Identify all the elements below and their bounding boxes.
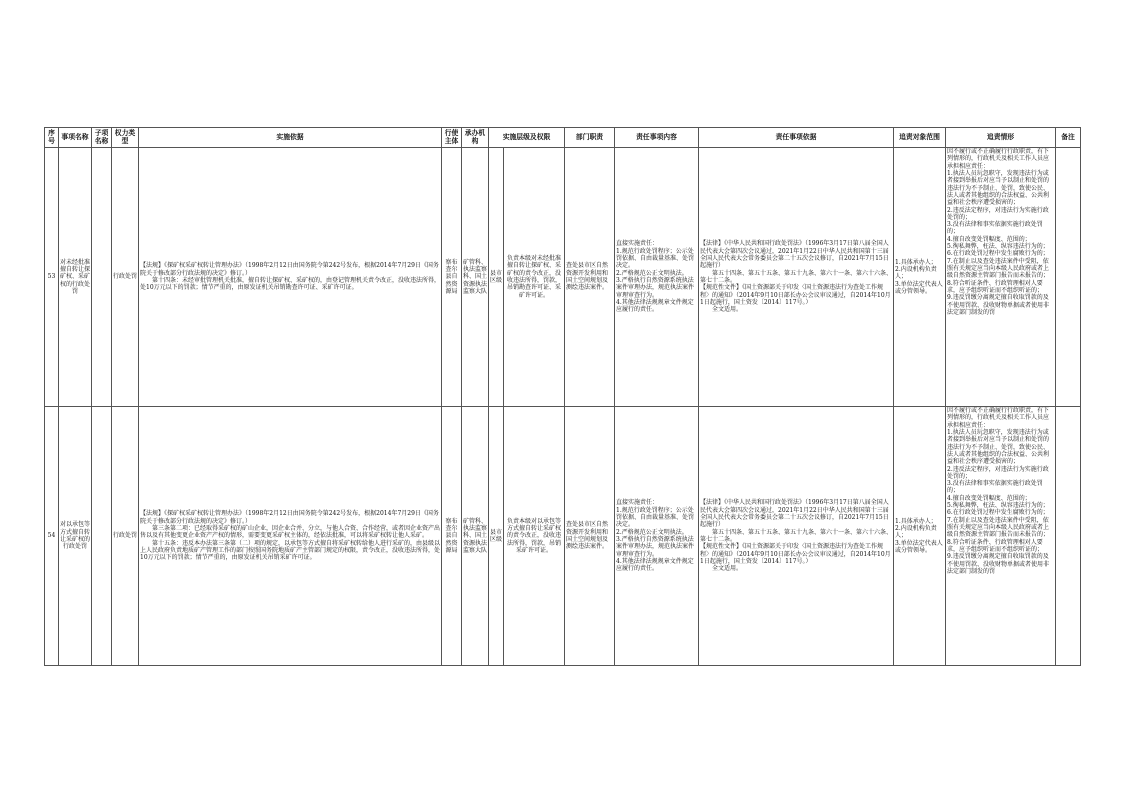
header-subject: 行使主体 [442,128,462,148]
row-item-name: 对以承包等方式擅自转让采矿权的行政处罚 [59,407,92,666]
row-note [1056,407,1081,666]
row-resp-content [615,407,699,666]
situation-line: 5.徇私舞弊，枉法、纵容违法行为的； [947,502,1049,510]
row-item-name: 对未经批准擅自转让探矿权、采矿权的行政处罚 [59,148,92,407]
header-no: 序号 [45,128,59,148]
basis-line: 【法规】《探矿权采矿权转让管理办法》（1998年2月12日由国务院令第242号发布，根据2014年7月29日《国务院关于修改部分行政法规的决定》修订。） [140,510,439,525]
resp-basis-line: 第五十四条、第五十五条、第五十九条、第六十一条、第六十六条、第七十二条。 [700,269,893,284]
situation-line: 7.在制止以及查处违法案件中受阻，依照有关规定应当向本级人民政府或者上级自然资源主管部门报告而未报告的； [947,257,1050,280]
resp-line: 2.严格规范公正文明执法。 [616,269,688,277]
situation-line: 2.违反法定程序，对违法行为实施行政处罚的； [947,465,1049,480]
row-scope [894,148,946,407]
situation-line: 4.擅自改变处罚幅度、范围的； [947,494,1031,502]
situation-line: 5.徇私舞弊，枉法、纵容违法行为的； [947,243,1049,251]
resp-line: 4.其他法律法规规章文件规定应履行的责任。 [616,298,694,314]
row-resp-basis [699,148,894,407]
situation-line: 3.没有法律和事实依据实施行政处罚的； [947,480,1043,495]
row-no: 54 [45,407,59,666]
header-resp-content: 责任事项内容 [615,128,699,148]
scope-line: 3.单位法定代表人或分管领导。 [895,539,943,554]
resp-basis-line: 【法律】《中华人民共和国行政处罚法》（1996年3月17日第八届全国人民代表大会第四次会议通过，2021年1月22日中华人民共和国第十三届全国人民代表大会常务委员会第二十五次会议修订，自2021年7月15日起施行） [700,499,889,529]
resp-line: 2.严格规范公正文明执法。 [616,528,688,536]
situation-line: 3.没有法律和事实依据实施行政处罚的； [947,221,1043,236]
row-organizer: 矿管科、执法监察科、国土资源执法监察大队 [462,407,489,666]
header-duty: 部门职责 [565,128,615,148]
header-note: 备注 [1056,128,1081,148]
header-organizer: 承办机构 [462,128,489,148]
header-power-type: 权力类型 [112,128,139,148]
row-resp-basis [699,407,894,666]
situation-line: 9.违反罚缴分离规定擅自收取罚款的及不使用罚款、没收财物单据或者使用非法定部门制发的罚 [947,294,1050,316]
basis-line: 第十四条：未经审批管理机关批准，擅自转让探矿权、采矿权的，由登记管理机关责令改正，没收违法所得，处10万元以下的罚款；情节严重的，由原发证机关吊销勘查许可证、采矿许可证。 [140,277,441,292]
row-level-authority: 负责本级对以承包等方式擅自转让采矿权的责令改正，没收违法所得，罚款，吊销采矿许可证。 [504,407,565,666]
header-sub-item: 子项名称 [92,128,112,148]
row-power-type: 行政处罚 [112,407,139,666]
row-subject: 察布查尔县自然资源局 [442,148,462,407]
basis-line: 第三条第二项：已经取得采矿权的矿山企业，因企业合并、分立，与他人合资、合作经营，或者因企业资产出售以及有其他变更企业资产产权的情形，需要变更采矿权主体的，经依法批准，可以将采矿权转让他人采矿。 [140,525,441,540]
situation-line: 因不履行或不正确履行行政职责，有下列情形的，行政机关及相关工作人员应承担相应责任： [947,407,1050,429]
table-row [45,148,1081,407]
resp-line: 直接实施责任： [616,240,659,248]
resp-basis-line: 【规范性文件】《国土资源部关于印发〈国土资源违法行为查处工作规程〉的通知》（2014年9月10日部长办公会议审议通过，自2014年10月1日起施行，国土资发〔2014〕117号。） [700,543,891,565]
row-scope [894,407,946,666]
row-duty: 查处县市区自然资源开发利用和国土空间规划及测绘违法案件。 [565,148,615,407]
resp-line: 直接实施责任： [616,499,659,507]
row-situation [946,148,1056,407]
scope-line: 2.内设机构负责人； [895,266,937,281]
situation-line: 7.在制止以及查处违法案件中受阻，依照有关规定应当向本级人民政府或者上级自然资源主管部门报告而未报告的； [947,516,1050,539]
situation-line: 1.执法人员玩忽职守，发现违法行为或者接到举报后对应当予以制止和处罚的违法行为不予制止、处罚，致使公民、法人或者其他组织的合法权益、公共利益和社会秩序遭受损害的； [947,169,1050,207]
scope-line: 1.具体承办人； [895,258,937,266]
situation-line: 6.在行政处罚过程中发生腐败行为的； [947,509,1049,517]
table-header-row [45,128,1081,148]
situation-line: 6.在行政处罚过程中发生腐败行为的； [947,250,1049,258]
resp-basis-line: 全文适用。 [700,565,743,573]
power-list-table [44,127,1081,666]
row-resp-content [615,148,699,407]
situation-line: 8.符合听证条件、行政管理相对人要求，应予组织听证而不组织听证的； [947,279,1044,294]
situation-line: 8.符合听证条件、行政管理相对人要求，应予组织听证而不组织听证的； [947,538,1044,553]
row-level: 县市区级 [489,148,504,407]
row-level: 县市区级 [489,407,504,666]
row-duty: 查处县市区自然资源开发利用和国土空间规划及测绘违法案件。 [565,407,615,666]
basis-line: 【法规】《探矿权采矿权转让管理办法》（1998年2月12日由国务院令第242号发布，根据2014年7月29日《国务院关于修改部分行政法规的决定》修订。） [140,262,439,277]
row-sub-item [92,407,112,666]
situation-line: 4.擅自改变处罚幅度、范围的； [947,235,1031,243]
header-scope: 追责对象范围 [894,128,946,148]
resp-basis-line: 【法律】《中华人民共和国行政处罚法》（1996年3月17日第八届全国人民代表大会第四次会议通过，2021年1月22日中华人民共和国第十三届全国人民代表大会常务委员会第二十五次会议修订，自2021年7月15日起施行） [700,240,889,270]
row-level-authority: 负责本级对未经批准擅自转让探矿权、采矿权的责令改正，没收违法所得，罚款，吊销勘查许可证、采矿许可证。 [504,148,565,407]
situation-line: 因不履行或不正确履行行政职责，有下列情形的，行政机关及相关工作人员应承担相应责任： [947,148,1050,170]
row-organizer: 矿管科、执法监察科、国土资源执法监察大队 [462,148,489,407]
situation-line: 2.违反法定程序，对违法行为实施行政处罚的； [947,206,1049,221]
row-basis [139,407,442,666]
resp-line: 4.其他法律法规规章文件规定应履行的责任。 [616,557,694,573]
resp-line: 1.规范行政处罚程序；公示处罚依据、自由裁量基准、处罚决定。 [616,506,695,529]
scope-line: 1.具体承办人； [895,517,937,525]
header-situation: 追责情形 [946,128,1056,148]
resp-line: 1.规范行政处罚程序；公示处罚依据、自由裁量基准、处罚决定。 [616,247,695,270]
basis-line: 第十五条：违反本办法第三条第（二）项的规定，以承包等方式擅自将采矿权转给他人进行采矿的，由县级以上人民政府负责地质矿产管理工作的部门按照国务院地质矿产主管部门规定的权限，责令改正，没收违法所得，处10万元以下的罚款；情节严重的，由原发证机关吊销采矿许可证。 [140,539,441,562]
row-note [1056,148,1081,407]
row-situation [946,407,1056,666]
row-subject: 察布查尔县自然资源局 [442,407,462,666]
header-item-name: 事项名称 [59,128,92,148]
scope-line: 3.单位法定代表人或分管领导。 [895,280,943,295]
table-row [45,407,1081,666]
resp-basis-line: 【规范性文件】《国土资源部关于印发〈国土资源违法行为查处工作规程〉的通知》（2014年9月10日部长办公会议审议通过，自2014年10月1日起施行，国土资发〔2014〕117号。） [700,284,891,306]
row-sub-item [92,148,112,407]
row-power-type: 行政处罚 [112,148,139,407]
header-basis: 实施依据 [139,128,442,148]
resp-basis-line: 第五十四条、第五十五条、第五十九条、第六十一条、第六十六条、第七十二条。 [700,528,893,543]
resp-line: 3.严格执行自然资源系统执法案件审理办法，规范执法案件审理审查行为。 [616,536,695,558]
row-no: 53 [45,148,59,407]
header-resp-basis: 责任事项依据 [699,128,894,148]
resp-basis-line: 全文适用。 [700,306,743,314]
header-level: 实施层级及权限 [489,128,565,148]
situation-line: 1.执法人员玩忽职守，发现违法行为或者接到举报后对应当予以制止和处罚的违法行为不予制止、处罚，致使公民、法人或者其他组织的合法权益、公共利益和社会秩序遭受损害的； [947,428,1050,466]
situation-line: 9.违反罚缴分离规定擅自收取罚款的及不使用罚款、没收财物单据或者使用非法定部门制发的罚 [947,553,1050,575]
row-basis [139,148,442,407]
resp-line: 3.严格执行自然资源系统执法案件审理办法，规范执法案件审理审查行为。 [616,277,695,299]
scope-line: 2.内设机构负责人； [895,525,937,540]
